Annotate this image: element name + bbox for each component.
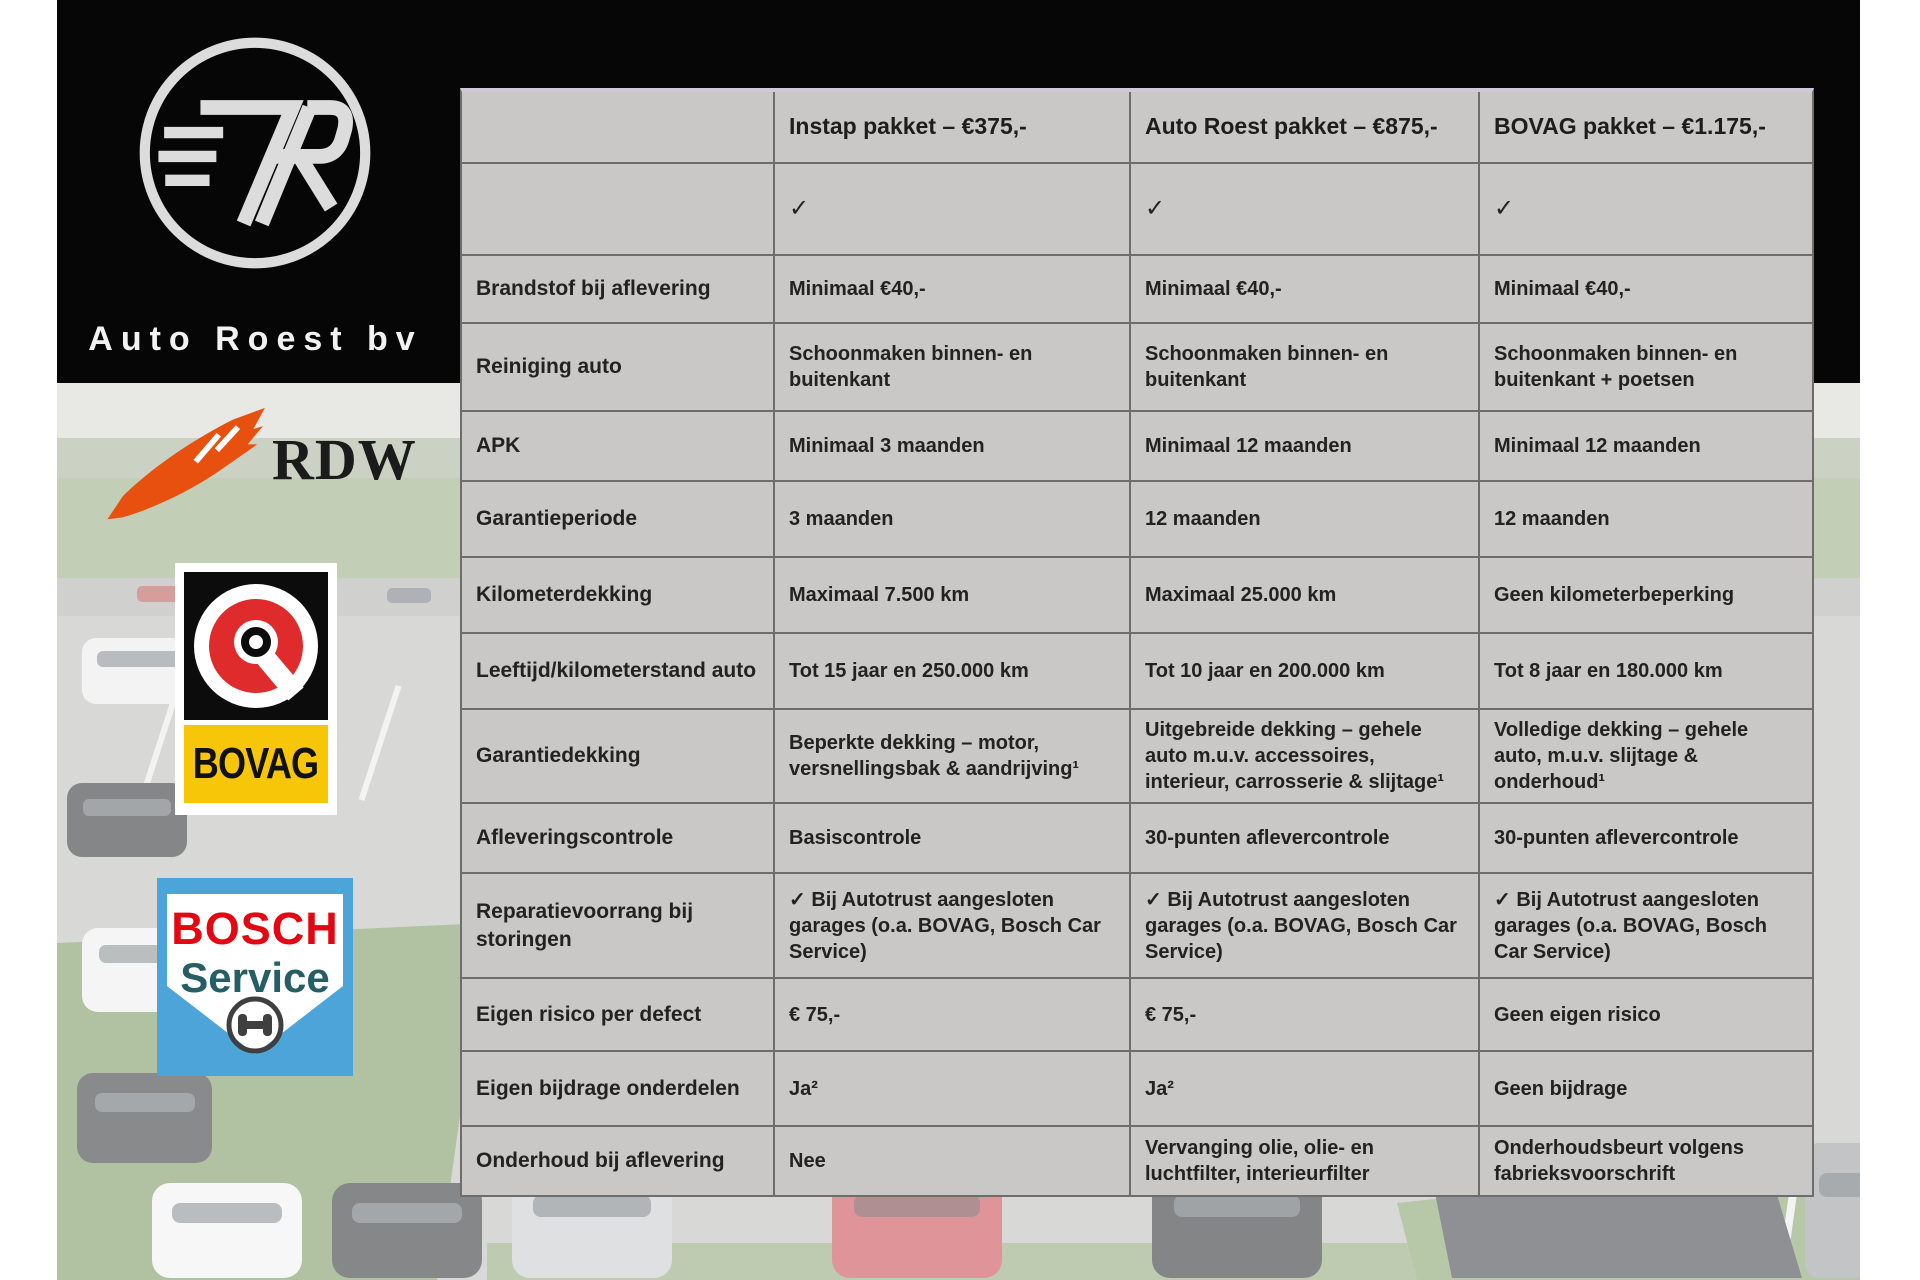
row-value: Geen eigen risico [1480, 979, 1812, 1052]
row-value: Schoonmaken binnen- en buitenkant [775, 324, 1131, 412]
row-value: € 75,- [1131, 979, 1480, 1052]
row-value: Minimaal €40,- [1131, 256, 1480, 324]
row-value: Maximaal 7.500 km [775, 558, 1131, 634]
row-value: Onderhoudsbeurt volgens fabrieksvoorschrift [1480, 1127, 1812, 1195]
row-label: Kilometerdekking [462, 558, 775, 634]
bovag-logo [175, 563, 337, 815]
auto-roest-monogram-icon [130, 28, 380, 278]
row-label [462, 164, 775, 256]
corner-cell [462, 92, 775, 164]
row-value: Vervanging olie, olie- en luchtfilter, interieurfilter [1131, 1127, 1480, 1195]
row-value: ✓ [1131, 164, 1480, 256]
table-row [462, 1052, 1812, 1127]
table-row [462, 324, 1812, 412]
rdw-feather-icon [100, 406, 280, 526]
row-value: Minimaal 12 maanden [1131, 412, 1480, 482]
table-row [462, 256, 1812, 324]
table-row [462, 874, 1812, 979]
row-value: Beperkte dekking – motor, versnellingsbak & aandrijving¹ [775, 710, 1131, 804]
row-value: 12 maanden [1480, 482, 1812, 558]
row-value: 30-punten aflevercontrole [1480, 804, 1812, 874]
svg-text:Service: Service [180, 954, 330, 1001]
bosch-service-logo [157, 878, 353, 1076]
table-header-row [462, 92, 1812, 164]
table-row [462, 804, 1812, 874]
row-label: APK [462, 412, 775, 482]
row-label: Brandstof bij aflevering [462, 256, 775, 324]
row-value: Maximaal 25.000 km [1131, 558, 1480, 634]
row-label: Leeftijd/kilometerstand auto [462, 634, 775, 710]
row-value: Tot 8 jaar en 180.000 km [1480, 634, 1812, 710]
row-value: ✓ [1480, 164, 1812, 256]
column-header: Auto Roest pakket – €875,- [1131, 92, 1480, 164]
row-value: Tot 10 jaar en 200.000 km [1131, 634, 1480, 710]
bovag-band [184, 725, 328, 803]
row-value: 30-punten aflevercontrole [1131, 804, 1480, 874]
row-label: Eigen bijdrage onderdelen [462, 1052, 775, 1127]
row-value: 3 maanden [775, 482, 1131, 558]
table-row [462, 558, 1812, 634]
row-value: ✓ Bij Autotrust aangesloten garages (o.a. BOVAG, Bosch Car Service) [1480, 874, 1812, 979]
row-value: ✓ Bij Autotrust aangesloten garages (o.a. BOVAG, Bosch Car Service) [1131, 874, 1480, 979]
table-row [462, 979, 1812, 1052]
row-value: Minimaal 3 maanden [775, 412, 1131, 482]
bosch-shield-icon [157, 878, 353, 1076]
row-value: Minimaal €40,- [1480, 256, 1812, 324]
row-value: € 75,- [775, 979, 1131, 1052]
table-row [462, 412, 1812, 482]
row-value: Minimaal €40,- [775, 256, 1131, 324]
row-value: Ja² [775, 1052, 1131, 1127]
svg-text:BOSCH: BOSCH [171, 903, 339, 954]
column-header: BOVAG pakket – €1.175,- [1480, 92, 1812, 164]
table-row [462, 164, 1812, 256]
package-comparison-table [460, 88, 1814, 1197]
rdw-logo [100, 398, 417, 528]
row-value: Uitgebreide dekking – gehele auto m.u.v. accessoires, interieur, carrosserie & slijtage¹ [1131, 710, 1480, 804]
auto-roest-logo [73, 20, 438, 370]
column-header: Instap pakket – €375,- [775, 92, 1131, 164]
row-value: Schoonmaken binnen- en buitenkant + poetsen [1480, 324, 1812, 412]
bovag-label: BOVAG [193, 739, 319, 788]
row-label: Eigen risico per defect [462, 979, 775, 1052]
row-value: 12 maanden [1131, 482, 1480, 558]
dealer-name: Auto Roest bv [88, 320, 423, 358]
row-value: Geen bijdrage [1480, 1052, 1812, 1127]
row-value: Volledige dekking – gehele auto, m.u.v. slijtage & onderhoud¹ [1480, 710, 1812, 804]
row-value: ✓ [775, 164, 1131, 256]
row-value: ✓ Bij Autotrust aangesloten garages (o.a. BOVAG, Bosch Car Service) [775, 874, 1131, 979]
row-value: Nee [775, 1127, 1131, 1195]
row-label: Afleveringscontrole [462, 804, 775, 874]
table-row [462, 1127, 1812, 1195]
bovag-emblem-icon [184, 572, 328, 720]
table-row [462, 710, 1812, 804]
row-value: Minimaal 12 maanden [1480, 412, 1812, 482]
rdw-label: RDW [272, 427, 417, 492]
row-value: Basiscontrole [775, 804, 1131, 874]
row-value: Schoonmaken binnen- en buitenkant [1131, 324, 1480, 412]
row-value: Ja² [1131, 1052, 1480, 1127]
row-label: Onderhoud bij aflevering [462, 1127, 775, 1195]
row-label: Garantiedekking [462, 710, 775, 804]
row-value: Tot 15 jaar en 250.000 km [775, 634, 1131, 710]
table-row [462, 634, 1812, 710]
row-label: Reiniging auto [462, 324, 775, 412]
row-value: Geen kilometerbeperking [1480, 558, 1812, 634]
row-label: Reparatievoorrang bij storingen [462, 874, 775, 979]
table-row [462, 482, 1812, 558]
row-label: Garantieperiode [462, 482, 775, 558]
